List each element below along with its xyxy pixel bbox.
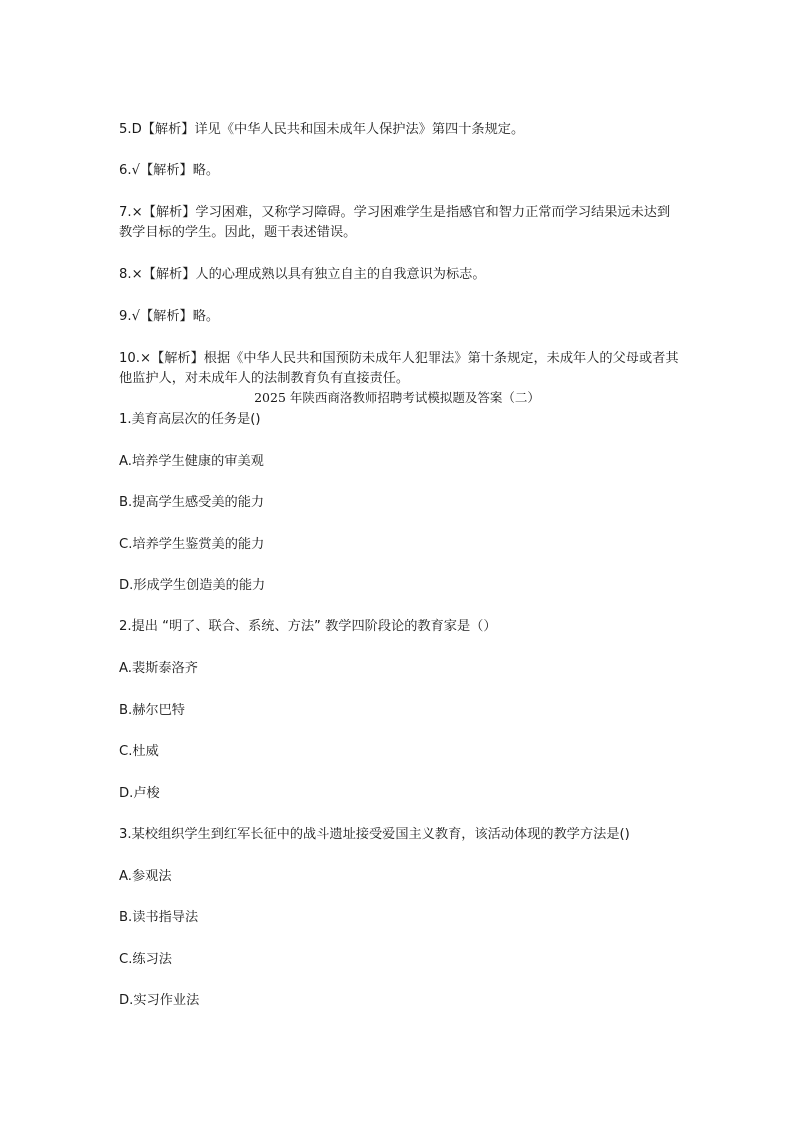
answer-item-6: 6.√【解析】略。 — [119, 163, 220, 178]
question-3-option-b: B.读书指导法 — [119, 910, 199, 925]
answer-item-9: 9.√【解析】略。 — [119, 309, 220, 324]
answer-item-5: 5.D【解析】详见《中华人民共和国未成年人保护法》第四十条规定。 — [119, 122, 525, 137]
question-3-option-d: D.实习作业法 — [119, 993, 200, 1008]
answer-item-10: 10.×【解析】根据《中华人民共和国预防未成年人犯罪法》第十条规定，未成年人的父母或者其他监护人，对未成年人的法制教育负有直接责任。 — [119, 351, 679, 386]
question-3-option-a: A.参观法 — [119, 869, 172, 884]
section-title: 2025 年陕西商洛教师招聘考试模拟题及答案（二） — [254, 390, 540, 405]
question-1-stem: 1.美育高层次的任务是() — [119, 412, 261, 427]
answer-item-8: 8.×【解析】人的心理成熟以具有独立自主的自我意识为标志。 — [119, 267, 486, 282]
question-3-option-c: C.练习法 — [119, 952, 172, 967]
question-1-option-c: C.培养学生鉴赏美的能力 — [119, 537, 265, 552]
question-2-option-c: C.杜威 — [119, 744, 159, 759]
question-1-option-d: D.形成学生创造美的能力 — [119, 578, 266, 593]
question-2-option-a: A.裴斯泰洛齐 — [119, 661, 198, 676]
question-2-option-d: D.卢梭 — [119, 786, 160, 801]
question-2-stem: 2.提出 “明了、联合、系统、方法” 教学四阶段论的教育家是（） — [119, 619, 497, 634]
question-3-stem: 3.某校组织学生到红军长征中的战斗遗址接受爱国主义教育，该活动体现的教学方法是() — [119, 827, 630, 842]
question-1-option-b: B.提高学生感受美的能力 — [119, 495, 265, 510]
answer-item-7: 7.×【解析】学习困难，又称学习障碍。学习困难学生是指感官和智力正常而学习结果远未达到教学目标的学生。因此，题干表述错误。 — [119, 205, 671, 240]
question-2-option-b: B.赫尔巴特 — [119, 703, 185, 718]
question-1-option-a: A.培养学生健康的审美观 — [119, 454, 264, 469]
